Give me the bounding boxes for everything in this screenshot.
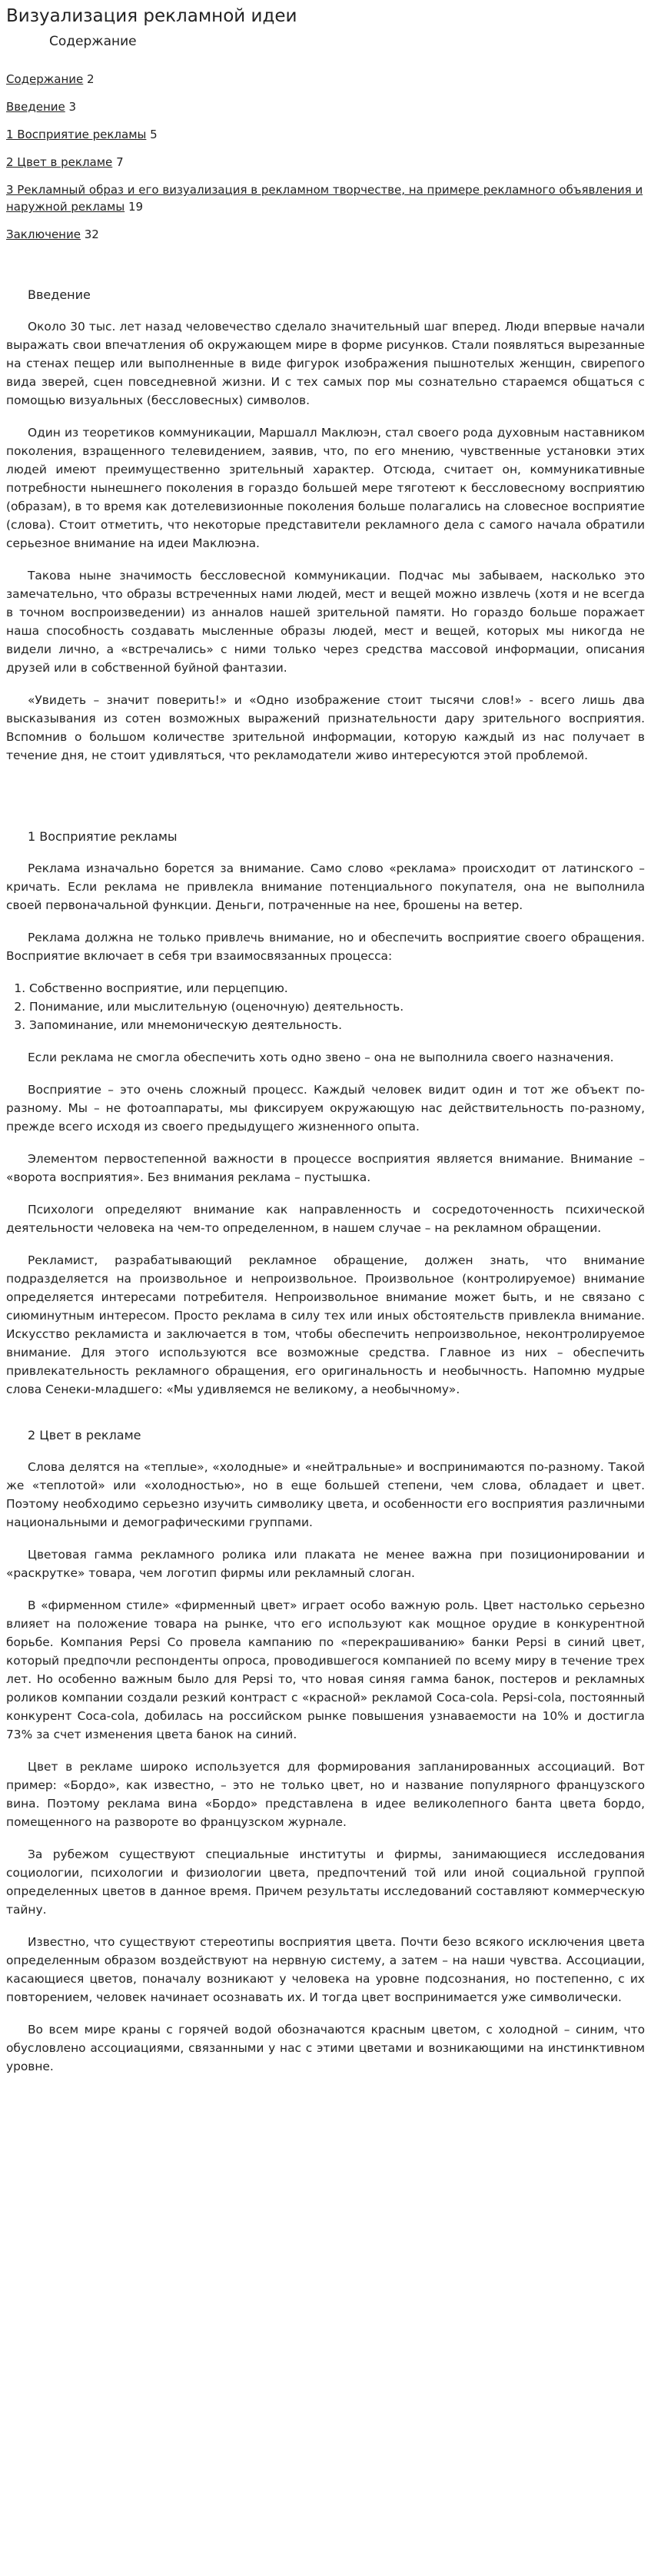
document-title: Визуализация рекламной идеи <box>6 6 297 26</box>
section-2-paragraph: Цвет в рекламе широко используется для формирования запланированных ассоциаций. Вот пример: «Бордо», как известно, – это не только цвет, но и название популярного французского вина. Поэтому реклама вина «Бордо» представлена в идее великолепного банта цвета бордо, помещенного на развороте во французском журнале. <box>6 1760 645 1829</box>
section-1-heading: 1 Восприятие рекламы <box>28 829 178 844</box>
intro-paragraph: Около 30 тыс. лет назад человечество сделало значительный шаг вперед. Люди впервые начали выражать свои впечатления об окружающем мире в форме рисунков. Стали появляться вырезанные на стенах пещер или выполненные в виде фигурок изображения пышнотелых женщин, свирепого вида зверей, сцен повседневной жизни. И с тех самых пор мы сознательно стараемся общаться с помощью визуальных (бессловесных) символов. <box>6 320 645 407</box>
toc-item-intro <box>6 98 645 115</box>
toc-page-number: 19 <box>128 200 144 214</box>
section-1-paragraph: Рекламист, разрабатывающий рекламное обращение, должен знать, что внимание подразделяется на произвольное и непроизвольное. Произвольное (контролируемое) внимание определяется интересами потребителя. Непроизвольное внимание может быть, и не связано с сиюминутным интересом. Просто реклама в силу тех или иных обстоятельств привлекла внимание. Искусство рекламиста и заключается в том, чтобы обеспечить непроизвольное, неконтролируемое внимание. Для этого используются все возможные средства. Главное из них – обеспечить привлекательность рекламного обращения, его оригинальность и необычность. Напомню мудрые слова Сенеки-младшего: «Мы удивляемся не великому, а необычному». <box>6 1253 645 1396</box>
section-2-paragraph: Цветовая гамма рекламного ролика или плаката не менее важна при позиционировании и «раскрутке» товара, чем логотип фирмы или рекламный слоган. <box>6 1548 645 1580</box>
section-1-paragraph: Реклама изначально борется за внимание. Само слово «реклама» происходит от латинского – кричать. Если реклама не привлекла внимание потенциального покупателя, она не выполнила своей первоначальной функции. Деньги, потраченные на нее, брошены на ветер. <box>6 861 645 912</box>
toc-item-section-3 <box>6 181 645 215</box>
section-1-paragraph: Реклама должна не только привлечь внимание, но и обеспечить восприятие своего обращения. Восприятие включает в себя три взаимосвязанных процесса: <box>6 931 645 963</box>
section-2-paragraph: Во всем мире краны с горячей водой обозначаются красным цветом, с холодной – синим, что обусловлено ассоциациями, связанными у нас с этими цветами и возникающими на инстинктивном уровне. <box>6 2023 645 2073</box>
toc-link-section-1[interactable]: 1 Восприятие рекламы <box>6 128 147 141</box>
toc-link-section-3[interactable]: 3 Рекламный образ и его визуализация в рекламном творчестве, на примере рекламного объявления и наружной рекламы <box>6 183 643 214</box>
intro-paragraph: «Увидеть – значит поверить!» и «Одно изображение стоит тысячи слов!» - всего лишь два высказывания из сотен возможных выражений признательности дару зрительного восприятия. Вспомнив о большом количестве зрительной информации, которую каждый из нас получает в течение дня, не стоит удивляться, что рекламодатели живо интересуются этой проблемой. <box>6 693 645 762</box>
section-2-paragraph: За рубежом существуют специальные институты и фирмы, занимающиеся исследования социологии, психологии и физиологии цвета, предпочтений той или иной социальной группой определенных цветов в данное время. Причем результаты исследований составляют коммерческую тайну. <box>6 1847 645 1917</box>
intro-paragraph: Один из теоретиков коммуникации, Маршалл Маклюэн, стал своего рода духовным наставником поколения, взращенного телевидением, заявив, что, по его мнению, чувственные установки этих людей имеют преимущественно зрительный характер. Отсюда, считает он, коммуникативные потребности нынешнего поколения в гораздо большей мере тяготеют к бессловесному восприятию (образам), в то время как дотелевизионные поколения больше полагались на словесное восприятие (слова). Стоит отметить, что некоторые представители рекламного дела с самого начала обратили серьезное внимание на идеи Маклюэна. <box>6 426 645 550</box>
toc-link-conclusion[interactable]: Заключение <box>6 227 81 241</box>
perception-process-list <box>6 979 645 1034</box>
section-1-paragraph: Психологи определяют внимание как направленность и сосредоточенность психической деятельности человека на чем-то определенном, в нашем случае – на рекламном обращении. <box>6 1203 645 1235</box>
toc-page-number: 32 <box>84 227 99 241</box>
toc-item-contents <box>6 71 645 88</box>
section-2-paragraph: Известно, что существуют стереотипы восприятия цвета. Почти безо всякого исключения цвета определенным образом воздействуют на нервную систему, а затем – на наши чувства. Ассоциации, касающиеся цветов, поначалу возникают у человека на уровне подсознания, но постепенно, с их повторением, человек начинает осознавать их. И тогда цвет воспринимается уже символически. <box>6 1935 645 2004</box>
list-item: 3. Запоминание, или мнемоническую деятельность. <box>29 1016 645 1034</box>
toc-heading: Содержание <box>49 34 137 49</box>
toc-link-section-2[interactable]: 2 Цвет в рекламе <box>6 155 113 169</box>
toc-page-number: 5 <box>150 128 158 141</box>
section-2-heading: 2 Цвет в рекламе <box>28 1428 141 1442</box>
list-item: 1. Собственно восприятие, или перцепцию. <box>29 979 645 998</box>
section-2-paragraph: Слова делятся на «теплые», «холодные» и «нейтральные» и воспринимаются по-разному. Такой же «теплотой» или «холодностью», но в еще большей степени, чем слова, обладает и цвет. Поэтому необходимо серьезно изучить символику цвета, и особенности его восприятия различными национальными и демографическими группами. <box>6 1460 645 1529</box>
toc-item-section-2 <box>6 154 645 171</box>
section-1-paragraph: Элементом первостепенной важности в процессе восприятия является внимание. Внимание – «ворота восприятия». Без внимания реклама – пустышка. <box>6 1152 645 1184</box>
intro-paragraph: Такова ныне значимость бессловесной коммуникации. Подчас мы забываем, насколько это замечательно, что образы встреченных нами людей, мест и вещей можно извлечь (хотя и не всегда в точном воспроизведении) из анналов нашей зрительной памяти. Но гораздо больше поражает наша способность создавать мысленные образы людей, мест и вещей, которых мы никогда не видели лично, а «встречались» с ними только через средства массовой информации, описания друзей или в собственной буйной фантазии. <box>6 569 645 675</box>
section-2-paragraph: В «фирменном стиле» «фирменный цвет» играет особо важную роль. Цвет настолько серьезно влияет на положение товара на рынке, что его используют как мощное орудие в конкурентной борьбе. Компания Pepsi Co провела кампанию по «перекрашиванию» банки Pepsi в синий цвет, который предпочли респонденты опроса, проводившегося компанией по всему миру в течение трех лет. Но особенно важным было для Pepsi то, что новая синяя гамма банок, постеров и рекламных роликов компании создали резкий контраст с «красной» рекламой Coca-cola. Pepsi-cola, постоянный конкурент Coca-cola, добилась на российском рынке повышения узнаваемости на 10% и достигла 73% за счет изменения цвета банок на синий. <box>6 1598 645 1741</box>
toc-link-intro[interactable]: Введение <box>6 100 65 114</box>
intro-heading: Введение <box>28 287 91 302</box>
toc-item-conclusion <box>6 226 645 243</box>
toc-page-number: 7 <box>116 155 124 169</box>
toc-link-contents[interactable]: Содержание <box>6 72 84 86</box>
toc-page-number: 3 <box>68 100 77 114</box>
table-of-contents <box>6 71 645 243</box>
section-1-paragraph: Восприятие – это очень сложный процесс. Каждый человек видит один и тот же объект по-разному. Мы – не фотоаппараты, мы фиксируем окружающую нас действительность по-разному, прежде всего исходя из своего предыдущего жизненного опыта. <box>6 1083 645 1134</box>
toc-page-number: 2 <box>87 72 95 86</box>
section-1-paragraph: Если реклама не смогла обеспечить хоть одно звено – она не выполнила своего назначения. <box>28 1051 614 1064</box>
toc-item-section-1 <box>6 126 645 143</box>
list-item: 2. Понимание, или мыслительную (оценочную) деятельность. <box>29 998 645 1016</box>
